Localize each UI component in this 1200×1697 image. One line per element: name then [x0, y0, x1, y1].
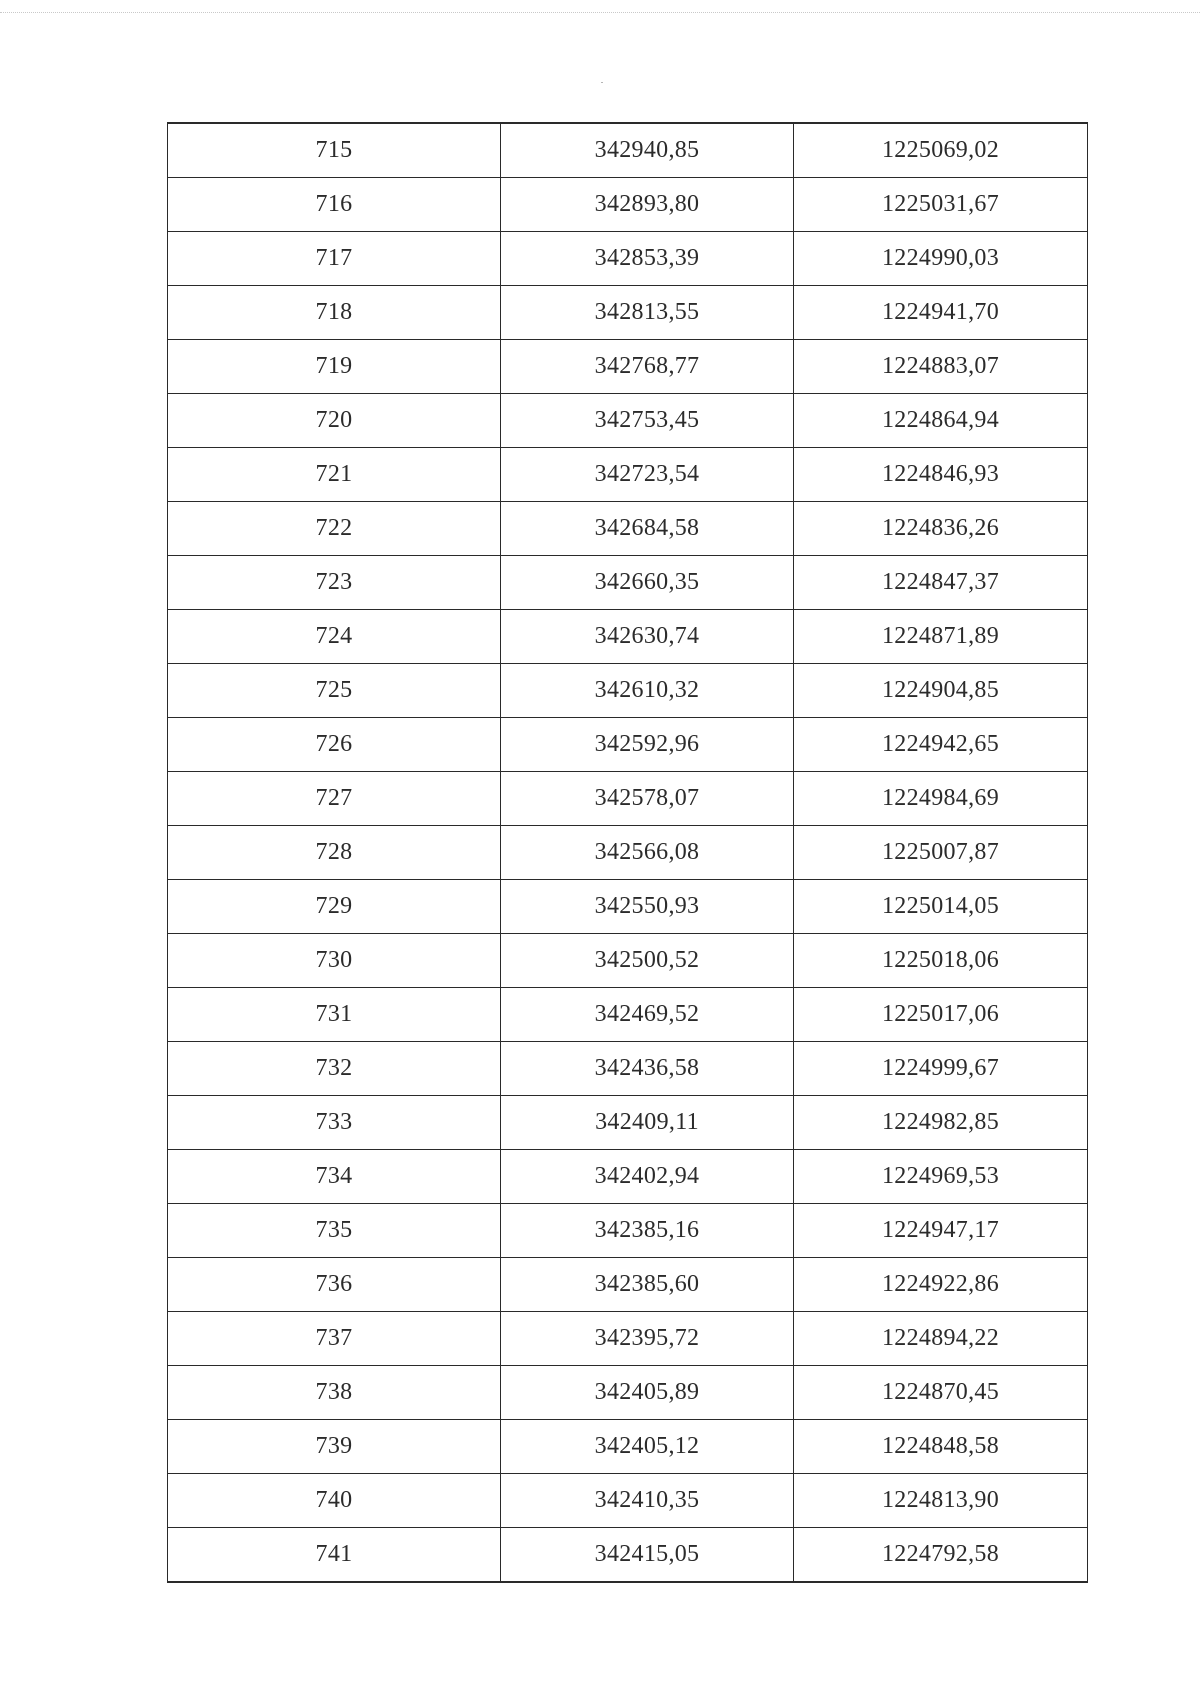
- table-row: [168, 502, 1088, 556]
- table-row: [168, 394, 1088, 448]
- table-row: [168, 718, 1088, 772]
- table-row: [168, 1312, 1088, 1366]
- y-coordinate-cell: 1224904,85: [794, 664, 1088, 718]
- y-coordinate-cell: 1225069,02: [794, 123, 1088, 178]
- x-coordinate-cell: 342405,89: [501, 1366, 794, 1420]
- table-row: [168, 1042, 1088, 1096]
- x-coordinate-cell: 342592,96: [501, 718, 794, 772]
- x-coordinate-cell: 342550,93: [501, 880, 794, 934]
- point-number-cell: 735: [168, 1204, 501, 1258]
- y-coordinate-cell: 1225014,05: [794, 880, 1088, 934]
- point-number-cell: 726: [168, 718, 501, 772]
- x-coordinate-cell: 342940,85: [501, 123, 794, 178]
- x-coordinate-cell: 342813,55: [501, 286, 794, 340]
- table-row: [168, 610, 1088, 664]
- x-coordinate-cell: 342578,07: [501, 772, 794, 826]
- point-number-cell: 738: [168, 1366, 501, 1420]
- table-row: [168, 1420, 1088, 1474]
- x-coordinate-cell: 342684,58: [501, 502, 794, 556]
- x-coordinate-cell: 342415,05: [501, 1528, 794, 1583]
- y-coordinate-cell: 1224982,85: [794, 1096, 1088, 1150]
- x-coordinate-cell: 342395,72: [501, 1312, 794, 1366]
- scan-speck: [601, 82, 603, 83]
- point-number-cell: 737: [168, 1312, 501, 1366]
- table-row: [168, 448, 1088, 502]
- table-row: [168, 1474, 1088, 1528]
- x-coordinate-cell: 342469,52: [501, 988, 794, 1042]
- scan-top-edge: [0, 12, 1200, 13]
- y-coordinate-cell: 1224813,90: [794, 1474, 1088, 1528]
- point-number-cell: 724: [168, 610, 501, 664]
- point-number-cell: 736: [168, 1258, 501, 1312]
- y-coordinate-cell: 1224894,22: [794, 1312, 1088, 1366]
- y-coordinate-cell: 1224792,58: [794, 1528, 1088, 1583]
- point-number-cell: 733: [168, 1096, 501, 1150]
- x-coordinate-cell: 342405,12: [501, 1420, 794, 1474]
- table-row: [168, 880, 1088, 934]
- y-coordinate-cell: 1224999,67: [794, 1042, 1088, 1096]
- y-coordinate-cell: 1224984,69: [794, 772, 1088, 826]
- y-coordinate-cell: 1225018,06: [794, 934, 1088, 988]
- x-coordinate-cell: 342853,39: [501, 232, 794, 286]
- y-coordinate-cell: 1224942,65: [794, 718, 1088, 772]
- point-number-cell: 739: [168, 1420, 501, 1474]
- y-coordinate-cell: 1224969,53: [794, 1150, 1088, 1204]
- table-row: [168, 1366, 1088, 1420]
- y-coordinate-cell: 1225007,87: [794, 826, 1088, 880]
- y-coordinate-cell: 1225031,67: [794, 178, 1088, 232]
- point-number-cell: 740: [168, 1474, 501, 1528]
- point-number-cell: 720: [168, 394, 501, 448]
- table-row: [168, 1528, 1088, 1583]
- y-coordinate-cell: 1224870,45: [794, 1366, 1088, 1420]
- y-coordinate-cell: 1224941,70: [794, 286, 1088, 340]
- x-coordinate-cell: 342410,35: [501, 1474, 794, 1528]
- y-coordinate-cell: 1224847,37: [794, 556, 1088, 610]
- x-coordinate-cell: 342402,94: [501, 1150, 794, 1204]
- point-number-cell: 721: [168, 448, 501, 502]
- x-coordinate-cell: 342385,16: [501, 1204, 794, 1258]
- point-number-cell: 727: [168, 772, 501, 826]
- y-coordinate-cell: 1224848,58: [794, 1420, 1088, 1474]
- point-number-cell: 731: [168, 988, 501, 1042]
- y-coordinate-cell: 1224871,89: [794, 610, 1088, 664]
- point-number-cell: 719: [168, 340, 501, 394]
- table-row: [168, 1150, 1088, 1204]
- x-coordinate-cell: 342385,60: [501, 1258, 794, 1312]
- table-row: [168, 1096, 1088, 1150]
- table-row: [168, 934, 1088, 988]
- table-row: [168, 286, 1088, 340]
- table-row: [168, 340, 1088, 394]
- point-number-cell: 723: [168, 556, 501, 610]
- coordinates-table: [167, 122, 1088, 1583]
- table-row: [168, 988, 1088, 1042]
- x-coordinate-cell: 342566,08: [501, 826, 794, 880]
- point-number-cell: 732: [168, 1042, 501, 1096]
- x-coordinate-cell: 342409,11: [501, 1096, 794, 1150]
- x-coordinate-cell: 342723,54: [501, 448, 794, 502]
- table-row: [168, 664, 1088, 718]
- table-row: [168, 1204, 1088, 1258]
- point-number-cell: 722: [168, 502, 501, 556]
- point-number-cell: 716: [168, 178, 501, 232]
- table-row: [168, 178, 1088, 232]
- x-coordinate-cell: 342893,80: [501, 178, 794, 232]
- point-number-cell: 730: [168, 934, 501, 988]
- point-number-cell: 715: [168, 123, 501, 178]
- y-coordinate-cell: 1224864,94: [794, 394, 1088, 448]
- y-coordinate-cell: 1224883,07: [794, 340, 1088, 394]
- y-coordinate-cell: 1225017,06: [794, 988, 1088, 1042]
- point-number-cell: 717: [168, 232, 501, 286]
- point-number-cell: 729: [168, 880, 501, 934]
- table-row: [168, 772, 1088, 826]
- y-coordinate-cell: 1224990,03: [794, 232, 1088, 286]
- table-row: [168, 123, 1088, 178]
- table-row: [168, 826, 1088, 880]
- x-coordinate-cell: 342610,32: [501, 664, 794, 718]
- x-coordinate-cell: 342630,74: [501, 610, 794, 664]
- y-coordinate-cell: 1224836,26: [794, 502, 1088, 556]
- point-number-cell: 728: [168, 826, 501, 880]
- point-number-cell: 725: [168, 664, 501, 718]
- table-row: [168, 556, 1088, 610]
- y-coordinate-cell: 1224922,86: [794, 1258, 1088, 1312]
- table-row: [168, 1258, 1088, 1312]
- coordinates-table-body: [168, 123, 1088, 1582]
- y-coordinate-cell: 1224947,17: [794, 1204, 1088, 1258]
- point-number-cell: 741: [168, 1528, 501, 1583]
- point-number-cell: 718: [168, 286, 501, 340]
- table-row: [168, 232, 1088, 286]
- x-coordinate-cell: 342660,35: [501, 556, 794, 610]
- point-number-cell: 734: [168, 1150, 501, 1204]
- x-coordinate-cell: 342753,45: [501, 394, 794, 448]
- y-coordinate-cell: 1224846,93: [794, 448, 1088, 502]
- x-coordinate-cell: 342500,52: [501, 934, 794, 988]
- x-coordinate-cell: 342768,77: [501, 340, 794, 394]
- x-coordinate-cell: 342436,58: [501, 1042, 794, 1096]
